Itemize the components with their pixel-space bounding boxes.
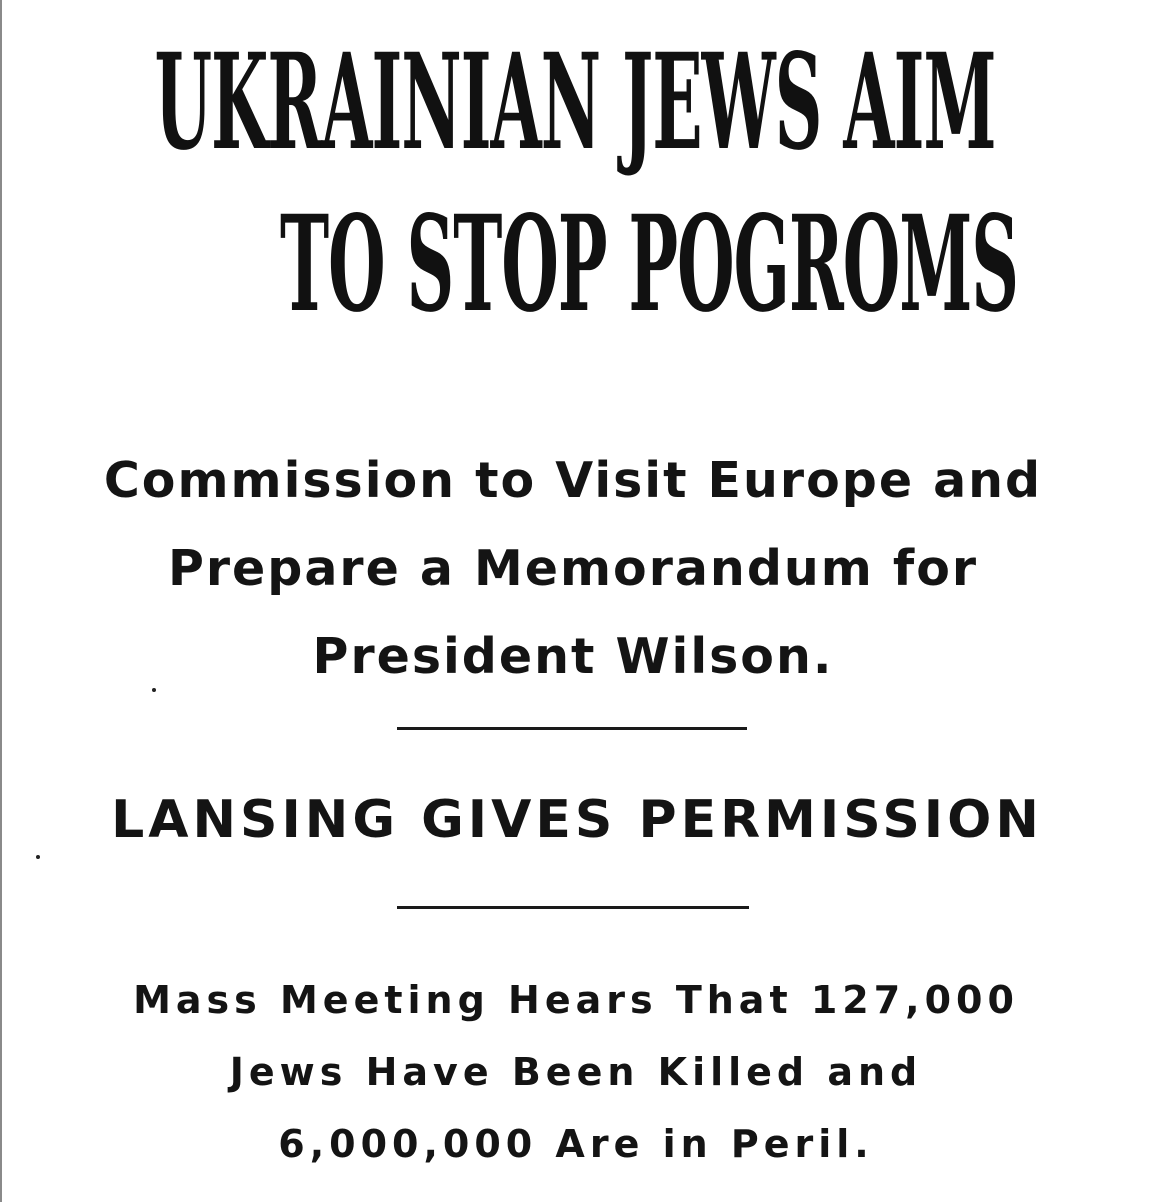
crossline-heading: LANSING GIVES PERMISSION <box>111 790 1043 850</box>
bank-line-3: 6,000,000 Are in Peril. <box>278 1122 874 1166</box>
subheadline-line-2: Prepare a Memorandum for <box>167 540 979 597</box>
subheadline-line-1: Commission to Visit Europe and <box>103 452 1043 509</box>
subheadline <box>0 437 1150 701</box>
bank-subheading <box>0 964 1153 1180</box>
headline-line-2: TO STOP POGROMS <box>279 187 1018 342</box>
print-speck <box>152 688 156 692</box>
bank-line-1: Mass Meeting Hears That 127,000 <box>133 978 1019 1022</box>
headline-line-1: UKRAINIAN JEWS AIM <box>154 25 996 180</box>
bank-line-2: Jews Have Been Killed and <box>229 1050 923 1094</box>
print-speck <box>36 855 40 859</box>
divider-rule-2 <box>397 906 749 909</box>
divider-rule-1 <box>397 727 747 730</box>
subheadline-line-3: President Wilson. <box>312 628 834 685</box>
